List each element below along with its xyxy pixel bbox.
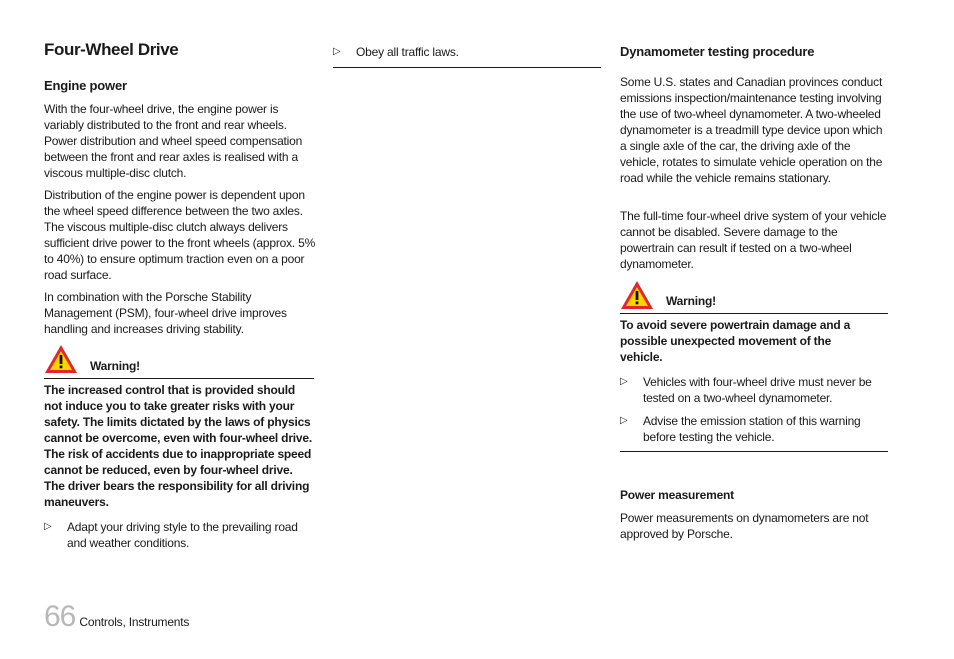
- dynamometer-heading: Dynamometer testing procedure: [620, 44, 815, 59]
- bullet-item: [620, 374, 888, 406]
- page-number: 66: [44, 600, 76, 633]
- bullet-text: Adapt your driving style to the prevailing road and weather conditions.: [67, 520, 298, 550]
- warning-divider: [620, 313, 888, 314]
- bullet-item: [333, 44, 601, 60]
- section-divider: [333, 67, 601, 68]
- triangle-right-icon: ▷: [620, 415, 628, 426]
- bullet-item: [44, 519, 316, 551]
- warning-text: The increased control that is provided should not induce you to take greater risks with your safety. The limits dictated by the laws of physics cannot be overcome, even with four-wheel drive. The risk of accidents due to inappropriate speed cannot be reduced, even by four-wheel drive. The driver bears the responsibility for all driving maneuvers.: [44, 383, 313, 509]
- triangle-right-icon: ▷: [620, 376, 628, 387]
- power-measurement-heading: Power measurement: [620, 488, 734, 502]
- page-footer: [44, 600, 189, 634]
- section-divider: [620, 451, 888, 452]
- engine-power-paragraph-1: With the four-wheel drive, the engine power is variably distributed to the front and rear wheels. Power distribution and wheel speed compensation between the front and rear axles is realised with a viscous multiple-disc clutch.: [44, 102, 303, 180]
- warning-label: Warning!: [90, 359, 140, 373]
- dynamometer-paragraph-2: The full-time four-wheel drive system of your vehicle cannot be disabled. Severe damage to the powertrain can result if tested on a two-wheel dynamometer.: [620, 209, 887, 271]
- bullet-text: Obey all traffic laws.: [356, 45, 459, 59]
- triangle-right-icon: ▷: [333, 46, 341, 57]
- dynamometer-paragraph-1: Some U.S. states and Canadian provinces conduct emissions inspection/maintenance testing involving the use of two-wheel dynamometer. A two-wheeled dynamometer is a treadmill type device upon which a single axle of the car, the driving axle of the vehicle, rotates to simulate vehicle operation on the road while the vehicle remains stationary.: [620, 75, 883, 185]
- bullet-text: Vehicles with four-wheel drive must never be tested on a two-wheel dynamometer.: [643, 375, 872, 405]
- engine-power-paragraph-3: In combination with the Porsche Stability Management (PSM), four-wheel drive improves handling and increases driving stability.: [44, 290, 287, 336]
- warning-label: Warning!: [666, 294, 716, 308]
- warning-divider: [44, 378, 314, 379]
- warning-triangle-icon: [620, 280, 654, 310]
- power-measurement-text: Power measurements on dynamometers are not approved by Porsche.: [620, 511, 869, 541]
- engine-power-paragraph-2: Distribution of the engine power is dependent upon the wheel speed difference between the two axles. The viscous multiple-disc clutch always delivers sufficient drive power to the front wheels (approx. 5% to 40%) to ensure optimum traction even on a poor road surface.: [44, 188, 316, 282]
- bullet-text: Advise the emission station of this warning before testing the vehicle.: [643, 414, 861, 444]
- warning-triangle-icon: [44, 344, 78, 374]
- page-title: Four-Wheel Drive: [44, 40, 179, 59]
- bullet-item: [620, 413, 888, 445]
- section-name: Controls, Instruments: [79, 615, 190, 629]
- triangle-right-icon: ▷: [44, 521, 52, 532]
- engine-power-heading: Engine power: [44, 78, 127, 93]
- warning-text: To avoid severe powertrain damage and a possible unexpected movement of the vehicle.: [620, 318, 851, 364]
